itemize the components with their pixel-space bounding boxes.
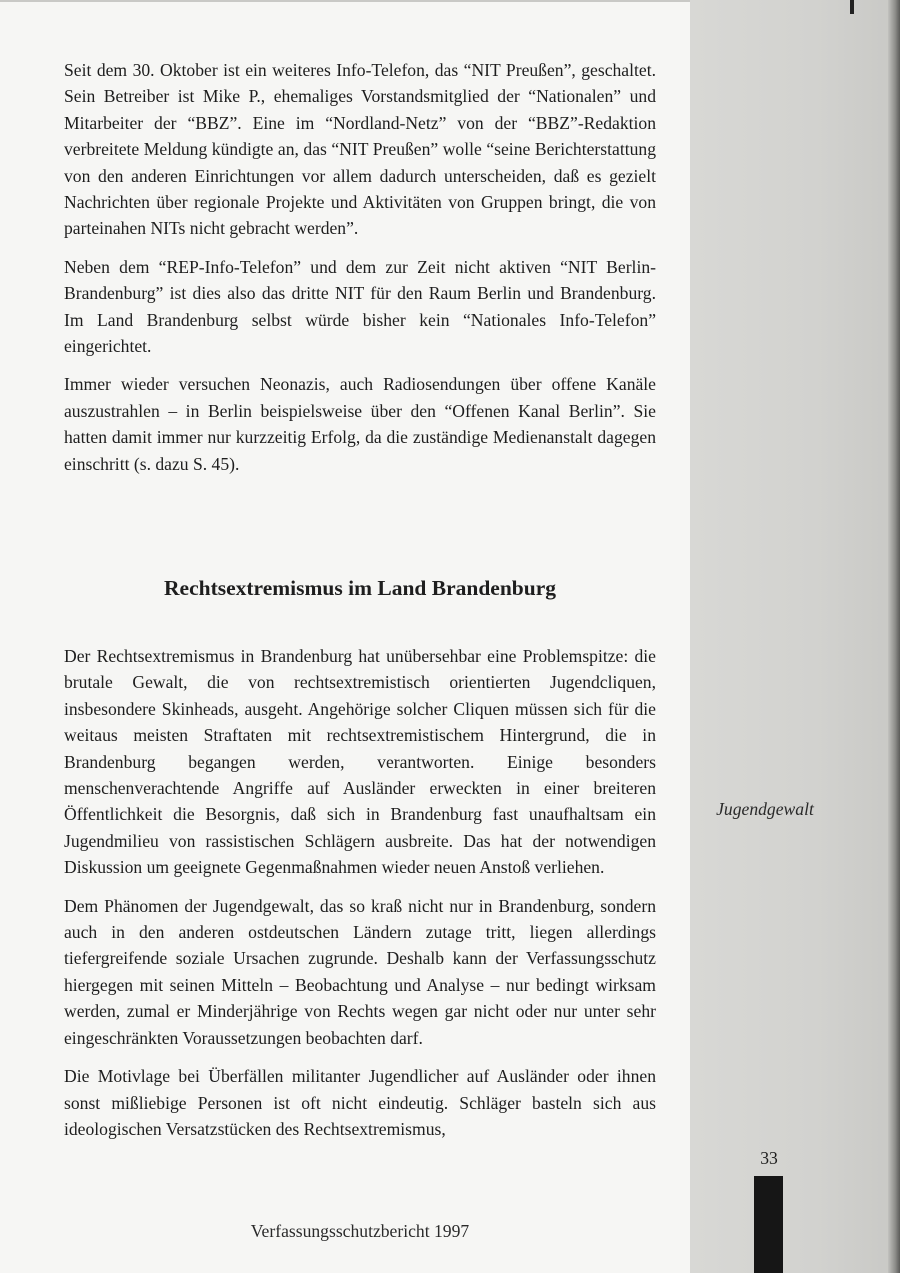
page-tab-marker bbox=[754, 1176, 783, 1273]
paragraph: Dem Phänomen der Jugendgewalt, das so kraß nicht nur in Brandenburg, sondern auch in den anderen ostdeutschen Ländern zutage tritt, liegen allerdings tiefergreifende soziale Ursachen zugrunde. Deshalb kann der Verfassungsschutz hiergegen mit seinen Mitteln – Beobachtung und Analyse – nur bedingt wirksam werden, zumal er Minderjährige von Rechts wegen gar nicht oder nur unter sehr eingeschränkten Voraussetzungen beobachten darf. bbox=[64, 895, 656, 1048]
section-heading: Rechtsextremismus im Land Brandenburg bbox=[164, 576, 556, 600]
paragraph: Seit dem 30. Oktober ist ein weiteres Info-Telefon, das “NIT Preußen”, geschaltet. Sein Betreiber ist Mike P., ehemaliges Vorstandsmitglied der “Nationalen” und Mitarbeiter der “BBZ”. Eine im “Nordland-Netz” von der “BBZ”-Redaktion verbreitete Meldung kündigte an, das “NIT Preußen” wolle “seine Berichterstattung von den anderen Einrichtungen vor allem dadurch unterscheiden, daß es gezielt Nachrichten über regionale Projekte und Aktivitäten von Gruppen bringt, die von parteinahen NITs nicht gebracht werden”. bbox=[64, 60, 656, 239]
paragraph: Neben dem “REP-Info-Telefon” und dem zur Zeit nicht aktiven “NIT Berlin-Brandenburg” ist dies also das dritte NIT für den Raum Berlin und Brandenburg. Im Land Brandenburg selbst würde bisher kein “Nationales Info-Telefon” eingerichtet. bbox=[64, 256, 656, 357]
body-text-section bbox=[64, 643, 656, 1154]
corner-mark bbox=[850, 0, 854, 14]
paragraph: Immer wieder versuchen Neonazis, auch Radiosendungen über offene Kanäle auszustrahlen – in Berlin beispielsweise über den “Offenen Kanal Berlin”. Sie hatten damit immer nur kurzzeitig Erfolg, da die zuständige Medienanstalt dagegen einschritt (s. dazu S. 45). bbox=[64, 374, 656, 474]
margin-band bbox=[690, 0, 900, 1273]
paragraph: Der Rechtsextremismus in Brandenburg hat unübersehbar eine Problemspitze: die brutale Gewalt, die von rechtsextremistisch orientierten Jugendcliquen, insbesondere Skinheads, ausgeht. Angehörige solcher Cliquen müssen sich für die weitaus meisten Straftaten mit rechtsextremistischem Hintergrund, die in Brandenburg begangen werden, verantworten. Einige besonders menschenverachtende Angriffe auf Ausländer erweckten in einer breiteren Öffentlichkeit die Besorgnis, daß sich in Brandenburg fast unaufhaltsam ein Jugendmilieu von rassistischen Schlägern ausbreite. Das hat der notwendigen Diskussion um geeignete Gegenmaßnahmen wieder neuen Anstoß verliehen. bbox=[64, 646, 656, 878]
page-number: 33 bbox=[760, 1148, 778, 1168]
page-footer: Verfassungsschutzbericht 1997 bbox=[250, 1221, 470, 1241]
page-edge-shadow bbox=[888, 0, 900, 1273]
body-text-top bbox=[64, 57, 656, 489]
paragraph: Die Motivlage bei Überfällen militanter Jugendlicher auf Ausländer oder ihnen sonst mißliebige Personen ist oft nicht eindeutig. Schläger basteln sich aus ideologischen Versatzstücken des Rechtsextremismus, bbox=[64, 1066, 656, 1139]
margin-note: Jugendgewalt bbox=[716, 799, 814, 819]
top-rule bbox=[0, 0, 690, 2]
